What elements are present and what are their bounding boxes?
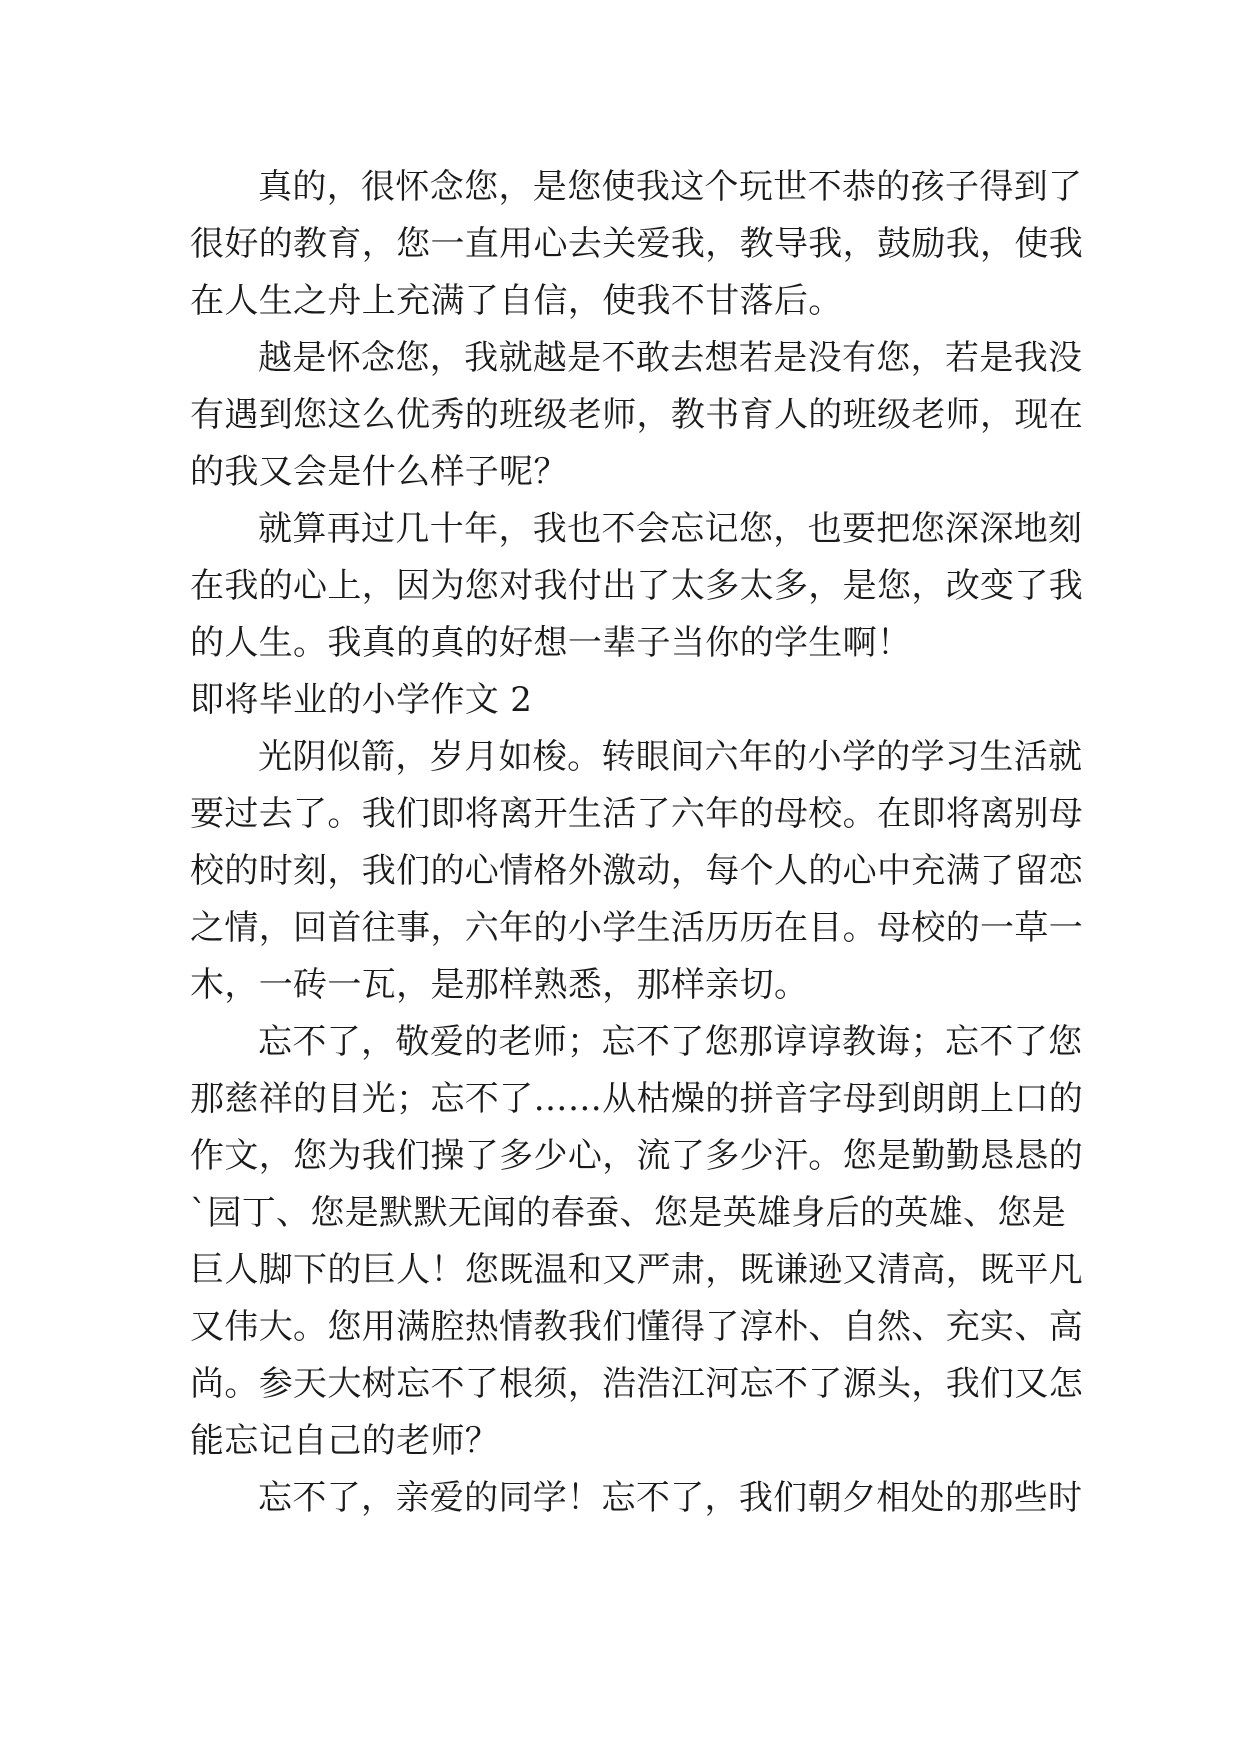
section-heading: 即将毕业的小学作文 2 bbox=[190, 680, 533, 720]
paragraph-line: 在我的心上，因为您对我付出了太多太多，是您，改变了我 bbox=[190, 566, 1084, 606]
paragraph-line: 光阴似箭，岁月如梭。转眼间六年的小学的学习生活就 bbox=[258, 737, 1083, 777]
paragraph-line: 忘不了，亲爱的同学！忘不了，我们朝夕相处的那些时 bbox=[258, 1478, 1083, 1518]
paragraph-line: 巨人脚下的巨人！您既温和又严肃，既谦逊又清高，既平凡 bbox=[190, 1250, 1084, 1290]
paragraph-line: 木，一砖一瓦，是那样熟悉，那样亲切。 bbox=[190, 965, 809, 1005]
paragraph-line: 要过去了。我们即将离开生活了六年的母校。在即将离别母 bbox=[190, 794, 1084, 834]
paragraph-line: 那慈祥的目光；忘不了……从枯燥的拼音字母到朗朗上口的 bbox=[190, 1079, 1084, 1119]
paragraph-line: 越是怀念您，我就越是不敢去想若是没有您，若是我没 bbox=[258, 338, 1083, 378]
paragraph-line: 能忘记自己的老师？ bbox=[190, 1421, 500, 1461]
paragraph-line: 校的时刻，我们的心情格外激动，每个人的心中充满了留恋 bbox=[190, 851, 1084, 891]
paragraph-line: 很好的教育，您一直用心去关爱我，教导我，鼓励我，使我 bbox=[190, 224, 1084, 264]
paragraph-line: 又伟大。您用满腔热情教我们懂得了淳朴、自然、充实、高 bbox=[190, 1307, 1084, 1347]
paragraph-line: 就算再过几十年，我也不会忘记您，也要把您深深地刻 bbox=[258, 509, 1083, 549]
paragraph-line: 尚。参天大树忘不了根须，浩浩江河忘不了源头，我们又怎 bbox=[190, 1364, 1084, 1404]
paragraph-line: 有遇到您这么优秀的班级老师，教书育人的班级老师，现在 bbox=[190, 395, 1084, 435]
paragraph-line: `园丁、您是默默无闻的春蚕、您是英雄身后的英雄、您是 bbox=[190, 1193, 1067, 1233]
paragraph-line: 的人生。我真的真的好想一辈子当你的学生啊！ bbox=[190, 623, 912, 663]
paragraph-line: 在人生之舟上充满了自信，使我不甘落后。 bbox=[190, 281, 843, 321]
paragraph-line: 的我又会是什么样子呢？ bbox=[190, 452, 568, 492]
paragraph-line: 作文，您为我们操了多少心，流了多少汗。您是勤勤恳恳的 bbox=[190, 1136, 1084, 1176]
paragraph-line: 真的，很怀念您，是您使我这个玩世不恭的孩子得到了 bbox=[258, 167, 1083, 207]
paragraph-line: 之情，回首往事，六年的小学生活历历在目。母校的一草一 bbox=[190, 908, 1084, 948]
paragraph-line: 忘不了，敬爱的老师；忘不了您那谆谆教诲；忘不了您 bbox=[258, 1022, 1083, 1062]
